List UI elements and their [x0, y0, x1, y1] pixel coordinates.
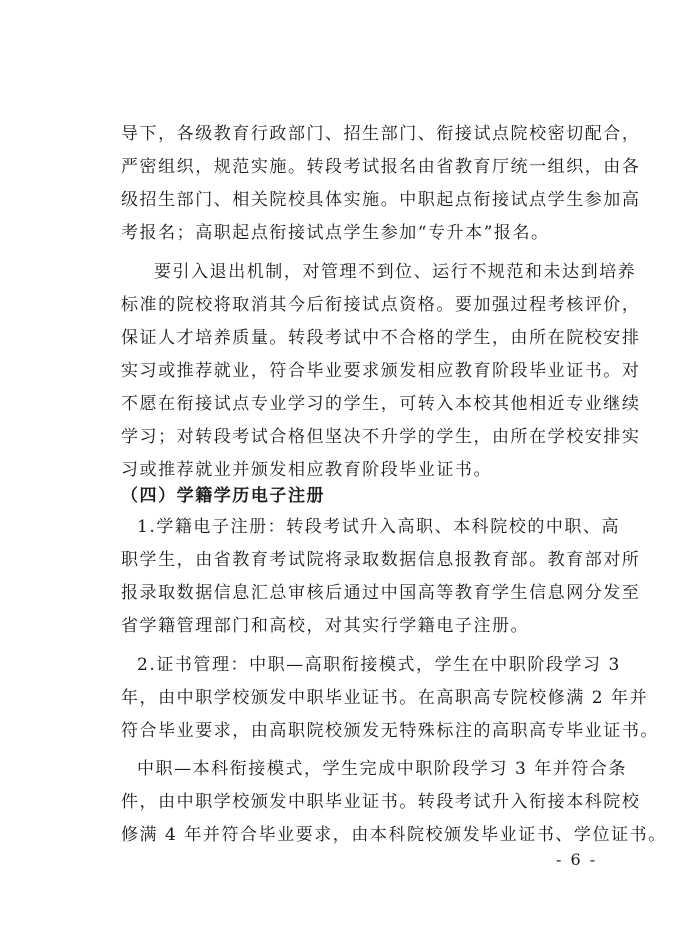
body-line: 不愿在衔接试点专业学习的学生，可转入本校其他相近专业继续: [121, 394, 641, 414]
body-line: 要引入退出机制，对管理不到位、运行不规范和未达到培养: [154, 262, 637, 282]
body-line: 导下，各级教育行政部门、招生部门、衔接试点院校密切配合，: [121, 124, 641, 144]
body-line: 中职—本科衔接模式，学生完成中职阶段学习 3 年并符合条: [137, 759, 628, 779]
body-line: 2.证书管理：中职—高职衔接模式，学生在中职阶段学习 3: [137, 655, 621, 675]
body-line: 修满 4 年并符合毕业要求，由本科院校颁发毕业证书、学位证书。: [121, 825, 667, 845]
body-line: 省学籍管理部门和高校，对其实行学籍电子注册。: [121, 616, 530, 636]
body-line: 1.学籍电子注册：转段考试升入高职、本科院校的中职、高: [137, 517, 621, 537]
body-line: 学习；对转段考试合格但坚决不升学的学生，由所在学校安排实: [121, 427, 641, 447]
section-heading: （四）学籍学历电子注册: [121, 486, 326, 506]
body-line: 习或推荐就业并颁发相应教育阶段毕业证书。: [121, 460, 492, 480]
body-line: 符合毕业要求，由高职院校颁发无特殊标注的高职高专毕业证书。: [121, 721, 659, 741]
body-line: 标准的院校将取消其今后衔接试点资格。要加强过程考核评价，: [121, 295, 641, 315]
body-line: 报录取数据信息汇总审核后通过中国高等教育学生信息网分发至: [121, 583, 641, 603]
body-line: 实习或推荐就业，符合毕业要求颁发相应教育阶段毕业证书。对: [121, 361, 641, 381]
body-line: 级招生部门、相关院校具体实施。中职起点衔接试点学生参加高: [121, 190, 641, 210]
body-line: 职学生，由省教育考试院将录取数据信息报教育部。教育部对所: [121, 550, 641, 570]
body-line: 考报名；高职起点衔接试点学生参加“专升本”报名。: [121, 223, 550, 243]
body-line: 严密组织，规范实施。转段考试报名由省教育厅统一组织，由各: [121, 157, 641, 177]
body-line: 年，由中职学校颁发中职毕业证书。在高职高专院校修满 2 年并: [121, 688, 649, 708]
page-number: - 6 -: [556, 850, 598, 869]
body-line: 件，由中职学校颁发中职毕业证书。转段考试升入衔接本科院校: [121, 792, 641, 812]
body-line: 保证人才培养质量。转段考试中不合格的学生，由所在院校安排: [121, 328, 641, 348]
